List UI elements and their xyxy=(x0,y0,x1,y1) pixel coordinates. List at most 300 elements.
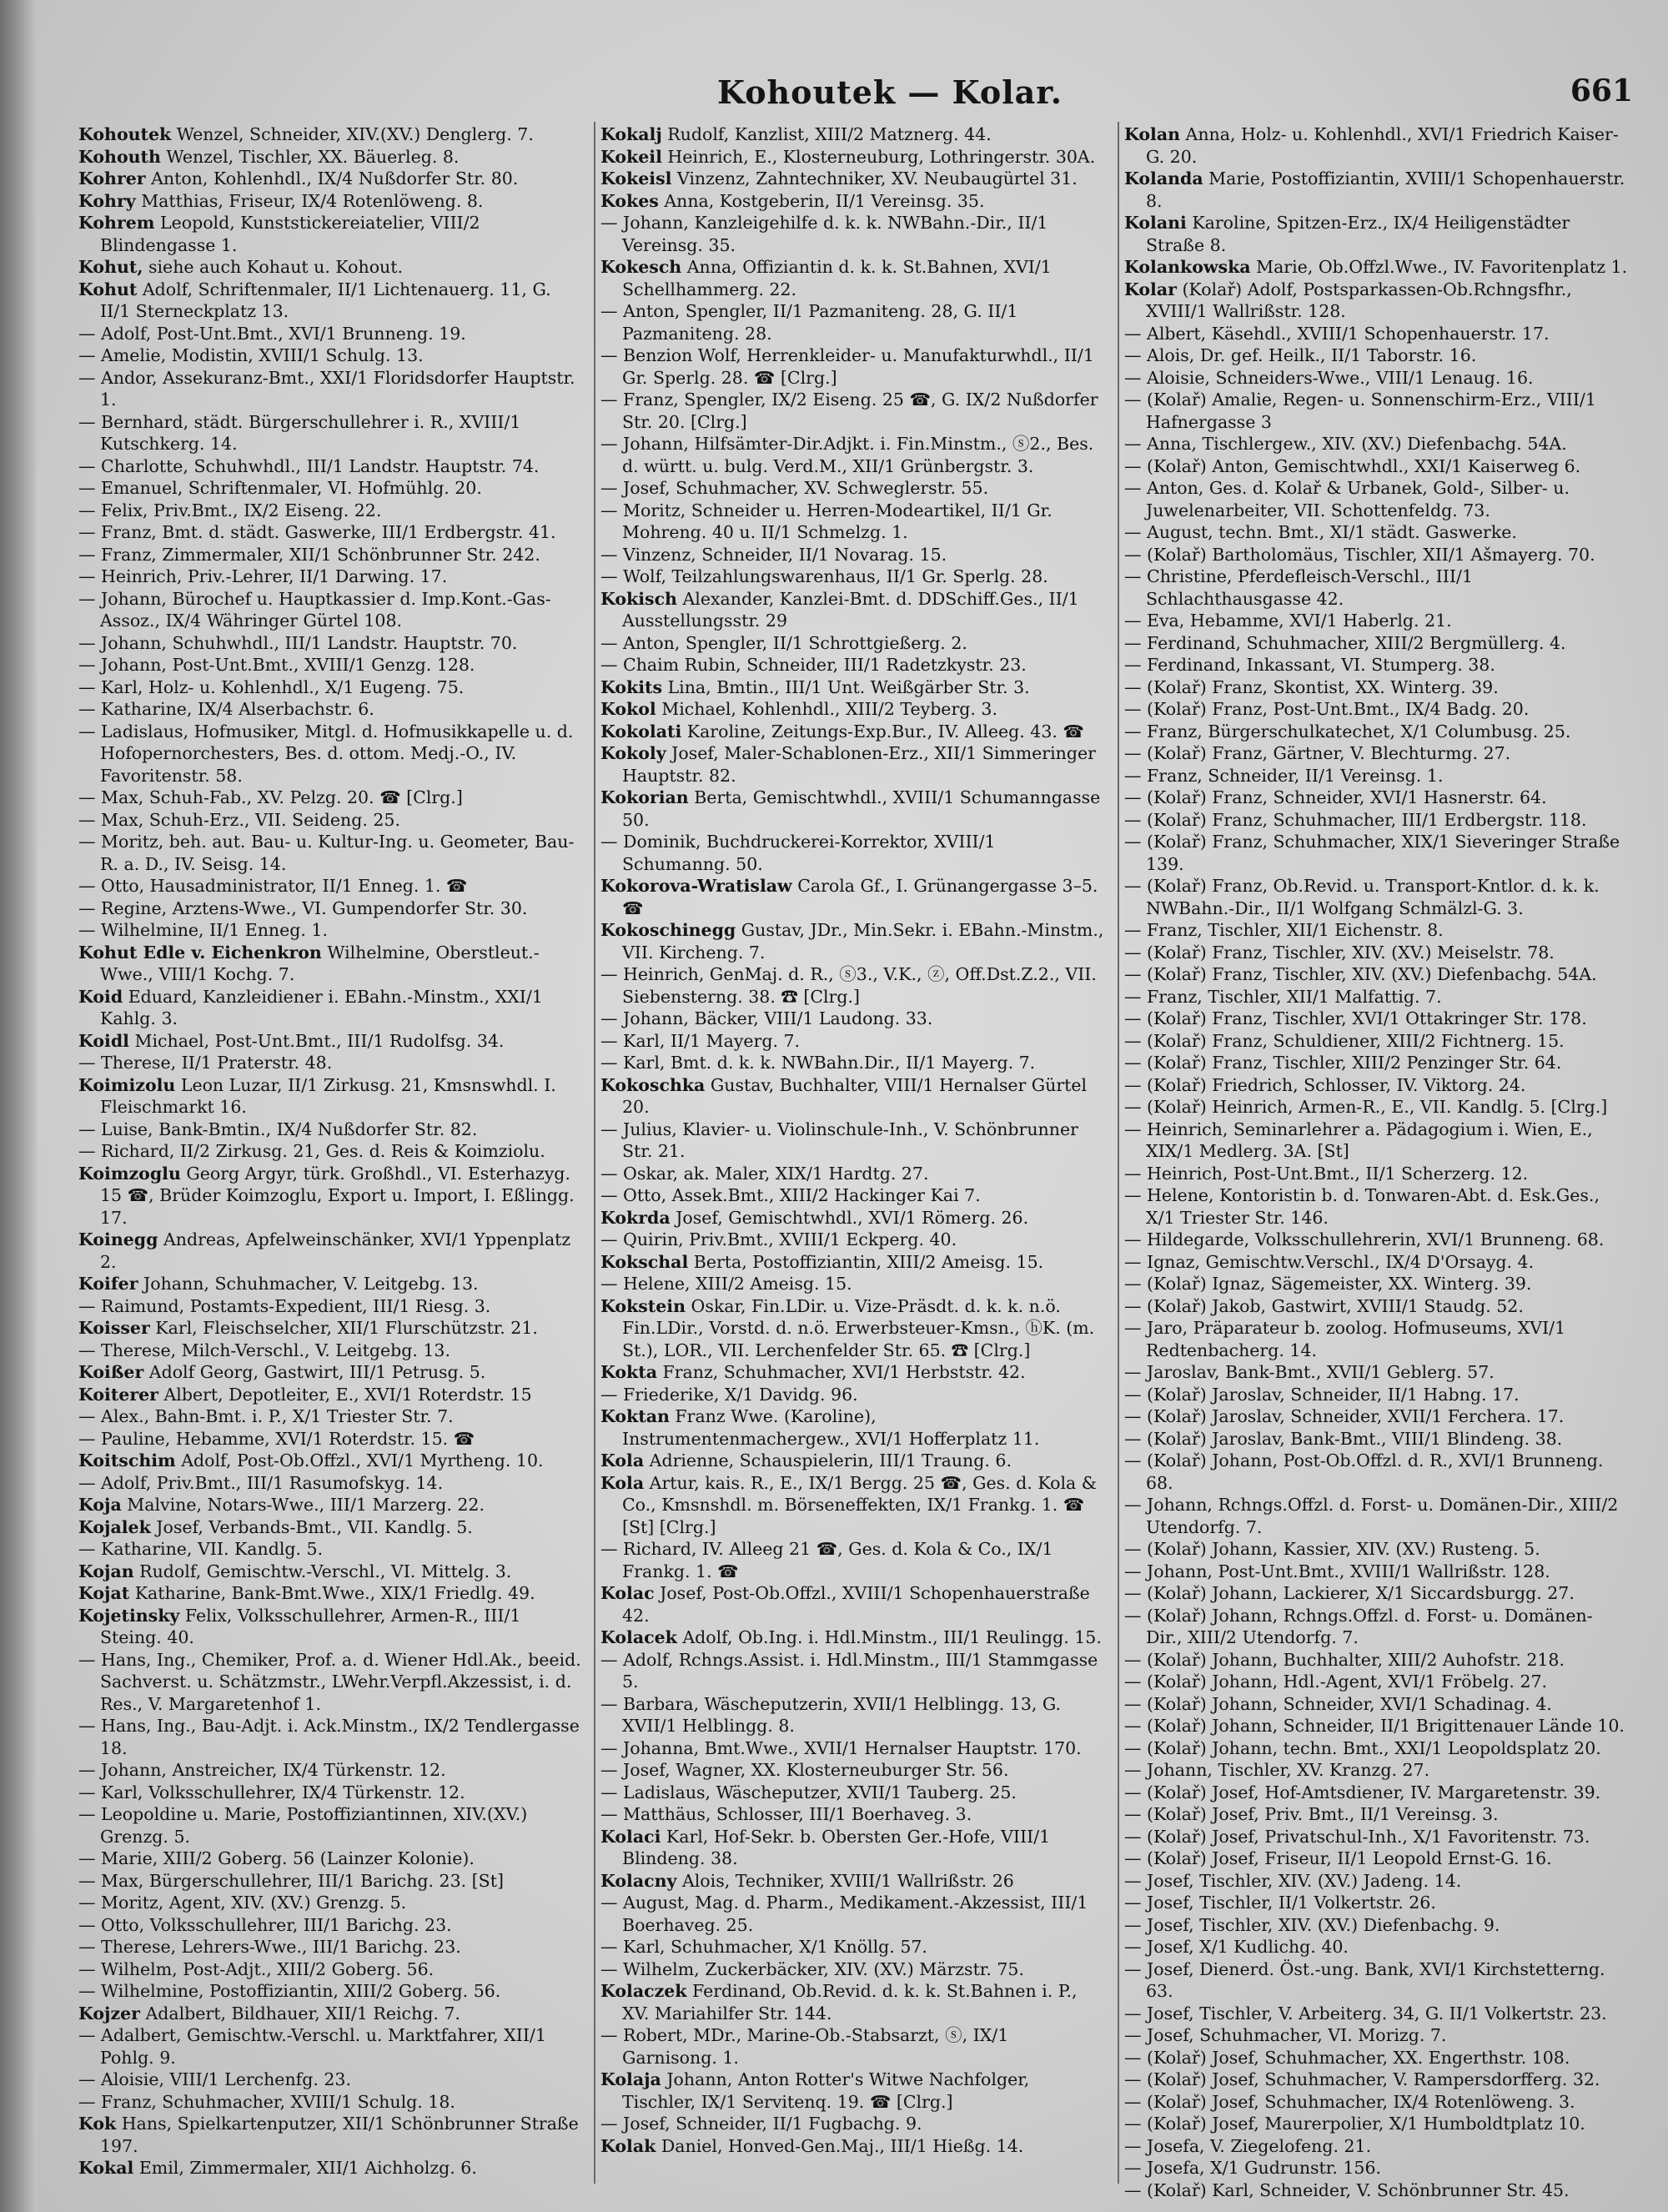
entry-headword: Kokrda xyxy=(600,1207,671,1228)
directory-entry xyxy=(600,500,1104,544)
entry-headword: Kolankowska xyxy=(1124,257,1251,277)
entry-text: — (Kolař) Josef, Schuhmacher, XX. Engerthstr. 108. xyxy=(1124,2047,1570,2068)
directory-entry xyxy=(600,1295,1104,1362)
entry-text: — Karl, Volksschullehrer, IX/4 Türkenstr. 12. xyxy=(78,1782,465,1802)
directory-entry xyxy=(1124,787,1628,809)
entry-text: — Hildegarde, Volksschullehrerin, XVI/1 Brunneng. 68. xyxy=(1124,1229,1605,1249)
directory-entry xyxy=(78,632,582,655)
directory-entry xyxy=(1124,1295,1628,1318)
directory-entry xyxy=(600,2024,1104,2069)
entry-text: — Moritz, Schneider u. Herren-Modeartikel, II/1 Gr. Mohreng. 40 u. II/1 Schmelzg. 1. xyxy=(600,500,1053,542)
entry-text: — Josef, Schneider, II/1 Fugbachg. 9. xyxy=(600,2114,922,2134)
entry-text: — Ferdinand, Schuhmacher, XIII/2 Bergmüllerg. 4. xyxy=(1124,632,1566,653)
entry-headword: Kolaci xyxy=(600,1826,661,1847)
entry-headword: Kojalek xyxy=(78,1516,151,1537)
directory-entry xyxy=(78,544,582,566)
entry-text: — Moritz, beh. aut. Bau- u. Kultur-Ing. u. Geometer, Bau-R. a. D., IV. Seisg. 14. xyxy=(78,832,575,874)
entry-headword: Kokeil xyxy=(600,146,662,167)
directory-entry xyxy=(600,256,1104,300)
entry-text: — (Kolař) Franz, Tischler, XIV. (XV.) Diefenbachg. 54A. xyxy=(1124,964,1597,984)
directory-entry xyxy=(78,1914,582,1937)
entry-text: — Heinrich, Post-Unt.Bmt., II/1 Scherzerg. 12. xyxy=(1124,1163,1529,1184)
entry-text: — Franz, Spengler, IX/2 Eiseng. 25 ☎, G. IX/2 Nußdorfer Str. 20. [Clrg.] xyxy=(600,390,1098,432)
directory-entry xyxy=(78,831,582,875)
directory-entry xyxy=(1124,919,1628,942)
entry-text: — Franz, Tischler, XII/1 Eichenstr. 8. xyxy=(1124,920,1444,940)
entry-text: — Josef, Schuhmacher, XV. Schweglerstr. 55. xyxy=(600,478,989,498)
entry-headword: Kolani xyxy=(1124,213,1187,233)
directory-entry xyxy=(78,1317,582,1340)
entry-text: Karoline, Zeitungs-Exp.Bur., IV. Alleeg. 43. ☎ xyxy=(681,721,1084,742)
directory-entry xyxy=(78,1428,582,1450)
entry-text: — Alex., Bahn-Bmt. i. P., X/1 Triester Str. 7. xyxy=(78,1406,454,1426)
entry-text: — Karl, Schuhmacher, X/1 Knöllg. 57. xyxy=(600,1937,927,1957)
entry-headword: Kojat xyxy=(78,1583,130,1603)
directory-entry xyxy=(1124,2069,1628,2091)
directory-entry xyxy=(78,2069,582,2091)
entry-text: Johann, Schuhmacher, V. Leitgebg. 13. xyxy=(138,1274,479,1294)
entry-text: Josef, Verbands-Bmt., VII. Kandlg. 5. xyxy=(150,1516,473,1537)
entry-headword: Kokolati xyxy=(600,721,682,742)
entry-text: — Johann, Hilfsämter-Dir.Adjkt. i. Fin.Minstm., ⓢ2., Bes. d. württ. u. bulg. Verd.M., XII/1 Grünbergstr. 3. xyxy=(600,434,1094,476)
entry-text: — Jaroslav, Bank-Bmt., XVII/1 Geblerg. 57. xyxy=(1124,1362,1495,1382)
directory-entry xyxy=(78,787,582,809)
entry-headword: Kola xyxy=(600,1450,645,1470)
entry-text: — Johann, Rchngs.Offzl. d. Forst- u. Domänen-Dir., XIII/2 Utendorfg. 7. xyxy=(1124,1495,1619,1537)
directory-entry xyxy=(1124,632,1628,655)
directory-entry xyxy=(1124,1317,1628,1361)
entry-headword: Kokorova-Wratislaw xyxy=(600,876,792,896)
entry-text: Albert, Depotleiter, E., XVI/1 Roterdstr. 15 xyxy=(158,1384,532,1405)
directory-entry xyxy=(600,588,1104,632)
directory-entry xyxy=(78,2113,582,2157)
entry-text: (Kolař) Adolf, Postsparkassen-Ob.Rchngsfhr., XVIII/1 Wallrißstr. 128. xyxy=(1146,279,1572,321)
directory-entry xyxy=(78,1030,582,1053)
entry-text: — Richard, II/2 Zirkusg. 21, Ges. d. Reis & Koimziolu. xyxy=(78,1141,545,1161)
directory-entry xyxy=(1124,433,1628,455)
directory-entry xyxy=(1124,212,1628,256)
directory-entry xyxy=(600,300,1104,344)
directory-entry xyxy=(78,1892,582,1914)
directory-entry xyxy=(78,323,582,345)
directory-entry xyxy=(78,1561,582,1583)
directory-column-1 xyxy=(78,123,582,2184)
entry-headword: Kokes xyxy=(600,190,659,211)
directory-entry xyxy=(78,942,582,986)
directory-entry xyxy=(1124,2024,1628,2047)
directory-entry xyxy=(78,1715,582,1759)
directory-entry xyxy=(78,1605,582,1649)
entry-headword: Kola xyxy=(600,1472,645,1493)
entry-text: — Max, Bürgerschullehrer, III/1 Barichg. 23. [St] xyxy=(78,1870,504,1891)
entry-text: — (Kolař) Johann, Buchhalter, XIII/2 Auhofstr. 218. xyxy=(1124,1649,1565,1670)
directory-entry xyxy=(78,344,582,367)
directory-entry xyxy=(1124,875,1628,919)
entry-headword: Koidl xyxy=(78,1030,129,1051)
entry-text: — Josefa, X/1 Gudrunstr. 156. xyxy=(1124,2158,1382,2178)
entry-text: — Johann, Bäcker, VIII/1 Laudong. 33. xyxy=(600,1008,933,1028)
directory-entry xyxy=(78,1384,582,1406)
directory-entry xyxy=(600,1737,1104,1760)
entry-text: Wilhelmine, Oberstleut.-Wwe., VIII/1 Kochg. 7. xyxy=(100,942,540,984)
entry-headword: Kokesch xyxy=(600,257,682,277)
directory-entry xyxy=(1124,1229,1628,1251)
directory-entry xyxy=(1124,477,1628,521)
entry-text: — Albert, Käsehdl., XVIII/1 Schopenhauerstr. 17. xyxy=(1124,323,1550,344)
entry-text: — Wilhelm, Post-Adjt., XIII/2 Goberg. 56. xyxy=(78,1958,435,1979)
directory-entry xyxy=(600,1980,1104,2024)
entry-text: — Matthäus, Schlosser, III/1 Boerhaveg. 3. xyxy=(600,1804,972,1824)
directory-entry xyxy=(78,500,582,522)
directory-entry xyxy=(600,477,1104,500)
entry-headword: Kokta xyxy=(600,1362,657,1382)
entry-text: — Felix, Priv.Bmt., IX/2 Eiseng. 22. xyxy=(78,500,382,520)
directory-entry xyxy=(600,1870,1104,1893)
entry-text: Adolf, Post-Ob.Offzl., XVI/1 Myrtheng. 10. xyxy=(175,1450,544,1470)
entry-text: — Adolf, Post-Unt.Bmt., XVI/1 Brunneng. 19. xyxy=(78,323,466,344)
directory-entry xyxy=(1124,1538,1628,1561)
directory-entry xyxy=(600,654,1104,676)
entry-headword: Koid xyxy=(78,986,123,1007)
page-header xyxy=(0,73,1668,115)
entry-text: — Karl, Bmt. d. k. k. NWBahn.Dir., II/1 Mayerg. 7. xyxy=(600,1053,1036,1073)
entry-headword: Koisser xyxy=(78,1318,150,1338)
entry-text: — Adalbert, Gemischtw.-Verschl. u. Marktfahrer, XII/1 Pohlg. 9. xyxy=(78,2025,546,2068)
entry-text: — Helene, Kontoristin b. d. Tonwaren-Abt. d. Esk.Ges., X/1 Triester Str. 146. xyxy=(1124,1185,1600,1228)
directory-entry xyxy=(600,1958,1104,1981)
entry-text: — (Kolař) Jakob, Gastwirt, XVIII/1 Staudg. 52. xyxy=(1124,1295,1524,1316)
directory-entry xyxy=(78,1649,582,1716)
entry-text: — Luise, Bank-Bmtin., IX/4 Nußdorfer Str. 82. xyxy=(78,1119,478,1139)
entry-headword: Kojan xyxy=(78,1561,134,1581)
entry-text: Anna, Offiziantin d. k. k. St.Bahnen, XVI/1 Schellhammerg. 22. xyxy=(622,257,1052,299)
directory-entry xyxy=(78,1782,582,1804)
entry-text: — Johann, Anstreicher, IX/4 Türkenstr. 12. xyxy=(78,1760,446,1780)
entry-text: Malvine, Notars-Wwe., III/1 Marzerg. 22. xyxy=(121,1495,485,1515)
entry-text: — (Kolař) Josef, Maurerpolier, X/1 Humboldtplatz 10. xyxy=(1124,2114,1585,2134)
entry-text: — Max, Schuh-Fab., XV. Pelzg. 20. ☎ [Clrg.] xyxy=(78,787,463,807)
entry-text: Carola Gf., I. Grünangergasse 3–5. ☎ xyxy=(622,876,1098,918)
entry-text: — Anton, Ges. d. Kolař & Urbanek, Gold-, Silber- u. Juwelenarbeiter, VII. Schottenfeldg. 73. xyxy=(1124,478,1570,520)
entry-text: — (Kolař) Anton, Gemischtwhdl., XXI/1 Kaiserweg 6. xyxy=(1124,455,1581,476)
entry-text: — (Kolař) Johann, Post-Ob.Offzl. d. R., XVI/1 Brunneng. 68. xyxy=(1124,1450,1604,1493)
entry-text: — (Kolař) Heinrich, Armen-R., E., VII. Kandlg. 5. [Clrg.] xyxy=(1124,1097,1608,1117)
directory-entry xyxy=(78,1958,582,1981)
directory-entry xyxy=(1124,1582,1628,1605)
entry-text: — Aloisie, VIII/1 Lerchenfg. 23. xyxy=(78,2069,351,2089)
directory-entry xyxy=(78,698,582,721)
entry-text: — Max, Schuh-Erz., VII. Seideng. 25. xyxy=(78,809,400,830)
entry-text: — Adolf, Priv.Bmt., III/1 Rasumofskyg. 14. xyxy=(78,1472,444,1493)
directory-entry xyxy=(78,190,582,213)
entry-headword: Kokstein xyxy=(600,1295,686,1316)
directory-entry xyxy=(600,1405,1104,1450)
directory-entry xyxy=(78,2003,582,2025)
entry-text: — August, Mag. d. Pharm., Medikament.-Akzessist, III/1 Boerhaveg. 25. xyxy=(600,1893,1088,1935)
entry-text: Georg Argyr, türk. Großhdl., VI. Esterhazyg. 15 ☎, Brüder Koimzoglu, Export u. Import, I. Eßlingg. 17. xyxy=(100,1163,575,1228)
directory-entry xyxy=(78,1472,582,1495)
directory-entry xyxy=(78,455,582,478)
entry-text: — Josef, X/1 Kudlichg. 40. xyxy=(1124,1937,1349,1957)
entry-text: Marie, Postoffiziantin, XVIII/1 Schopenhauerstr. 8. xyxy=(1146,168,1625,211)
directory-entry xyxy=(1124,986,1628,1008)
directory-entry xyxy=(1124,2135,1628,2158)
entry-text: — Josef, Dienerd. Öst.-ung. Bank, XVI/1 Kirchstetterng. 63. xyxy=(1124,1958,1605,2001)
directory-entry xyxy=(78,168,582,190)
entry-text: — (Kolař) Johann, Schneider, II/1 Brigittenauer Lände 10. xyxy=(1124,1716,1625,1736)
directory-entry xyxy=(1124,1848,1628,1870)
entry-headword: Koja xyxy=(78,1495,122,1515)
entry-text: — Christine, Pferdefleisch-Verschl., III/1 Schlachthausgasse 42. xyxy=(1124,566,1473,609)
entry-text: — August, techn. Bmt., XI/1 städt. Gaswerke. xyxy=(1124,522,1517,542)
entry-headword: Kohut, xyxy=(78,257,143,277)
entry-text: — (Kolař) Jaroslav, Bank-Bmt., VIII/1 Blindeng. 38. xyxy=(1124,1428,1563,1449)
directory-entry xyxy=(1124,1428,1628,1450)
entry-text: Anna, Holz- u. Kohlenhdl., XVI/1 Friedrich Kaiser-G. 20. xyxy=(1146,124,1619,167)
directory-entry xyxy=(600,1119,1104,1163)
directory-entry xyxy=(600,1649,1104,1693)
entry-text: Matthias, Friseur, IX/4 Rotenlöweng. 8. xyxy=(135,190,484,211)
directory-entry xyxy=(1124,1052,1628,1074)
directory-entry xyxy=(78,212,582,256)
directory-entry xyxy=(78,809,582,832)
directory-entry xyxy=(78,367,582,411)
directory-entry xyxy=(1124,1958,1628,2003)
entry-headword: Kohry xyxy=(78,190,136,211)
directory-entry xyxy=(1124,566,1628,610)
directory-entry xyxy=(1124,367,1628,390)
directory-entry xyxy=(600,963,1104,1008)
entry-text: — (Kolař) Franz, Schuhmacher, III/1 Erdbergstr. 118. xyxy=(1124,809,1587,830)
entry-text: — Franz, Schuhmacher, XVIII/1 Schulg. 18. xyxy=(78,2091,455,2112)
entry-text: Alexander, Kanzlei-Bmt. d. DDSchiff.Ges., II/1 Ausstellungsstr. 29 xyxy=(622,588,1079,631)
entry-text: — (Kolař) Ignaz, Sägemeister, XX. Winterg. 39. xyxy=(1124,1274,1532,1294)
directory-entry xyxy=(78,2091,582,2114)
directory-entry xyxy=(1124,1803,1628,1826)
entry-text: — (Kolař) Josef, Schuhmacher, IX/4 Rotenlöweng. 3. xyxy=(1124,2091,1575,2112)
entry-text: — Ignaz, Gemischtw.Verschl., IX/4 D'Orsayg. 4. xyxy=(1124,1251,1535,1272)
entry-text: Hans, Spielkartenputzer, XII/1 Schönbrunner Straße 197. xyxy=(100,2114,579,2156)
entry-text: Leon Luzar, II/1 Zirkusg. 21, Kmsnswhdl. I. Fleischmarkt 16. xyxy=(100,1074,556,1117)
entry-headword: Koißer xyxy=(78,1362,144,1382)
directory-entry xyxy=(78,875,582,897)
entry-text: — Josef, Tischler, XIV. (XV.) Jadeng. 14. xyxy=(1124,1870,1462,1891)
directory-entry xyxy=(1124,323,1628,345)
entry-text: — (Kolař) Amalie, Regen- u. Sonnenschirm-Erz., VIII/1 Hafnergasse 3 xyxy=(1124,390,1596,432)
directory-entry xyxy=(1124,721,1628,743)
directory-entry xyxy=(1124,2157,1628,2179)
directory-entry xyxy=(600,875,1104,919)
entry-text: Gustav, Buchhalter, VIII/1 Hernalser Gürtel 20. xyxy=(622,1074,1088,1117)
entry-headword: Kokal xyxy=(78,2158,134,2178)
entry-headword: Kohrem xyxy=(78,213,155,233)
directory-entry xyxy=(600,1759,1104,1782)
directory-entry xyxy=(600,2069,1104,2113)
directory-entry xyxy=(600,212,1104,256)
directory-entry xyxy=(1124,1870,1628,1893)
directory-entry xyxy=(600,1184,1104,1207)
directory-entry xyxy=(1124,279,1628,323)
entry-text: — Therese, Lehrers-Wwe., III/1 Barichg. 23. xyxy=(78,1937,461,1957)
entry-text: — Wilhelm, Zuckerbäcker, XIV. (XV.) Märzstr. 75. xyxy=(600,1958,1024,1979)
directory-entry xyxy=(78,279,582,323)
directory-entry xyxy=(1124,831,1628,875)
entry-headword: Kojzer xyxy=(78,2003,140,2023)
entry-text: Rudolf, Gemischtw.-Verschl., VI. Mittelg. 3. xyxy=(133,1561,512,1581)
entry-text: Alois, Techniker, XVIII/1 Wallrißstr. 26 xyxy=(676,1870,1014,1891)
directory-entry xyxy=(78,676,582,699)
entry-headword: Kolac xyxy=(600,1583,655,1603)
directory-entry xyxy=(600,146,1104,168)
directory-entry xyxy=(600,1826,1104,1870)
directory-entry xyxy=(78,1119,582,1141)
directory-entry xyxy=(1124,1405,1628,1428)
entry-text: Michael, Kohlenhdl., XIII/2 Teyberg. 3. xyxy=(656,699,997,719)
entry-headword: Kojetinsky xyxy=(78,1605,180,1626)
entry-text: — Heinrich, GenMaj. d. R., ⓢ3., V.K., ⓩ, Off.Dst.Z.2., VII. Siebensterng. 38. ☎ [Clrg.] xyxy=(600,964,1097,1007)
entry-text: — Josef, Wagner, XX. Klosterneuburger Str. 56. xyxy=(600,1760,1009,1780)
entry-text: — (Kolař) Josef, Priv. Bmt., II/1 Vereinsg. 3. xyxy=(1124,1804,1499,1824)
entry-text: — Eva, Hebamme, XVI/1 Haberlg. 21. xyxy=(1124,611,1452,631)
directory-entry xyxy=(78,986,582,1030)
entry-text: — (Kolař) Franz, Gärtner, V. Blechturmg. 27. xyxy=(1124,743,1511,763)
directory-entry xyxy=(78,477,582,500)
entry-headword: Kokoschka xyxy=(600,1074,706,1095)
entry-text: — Johanna, Bmt.Wwe., XVII/1 Hernalser Hauptstr. 170. xyxy=(600,1737,1082,1758)
entry-headword: Kolar xyxy=(1124,279,1177,299)
entry-text: — (Kolař) Jaroslav, Schneider, II/1 Habng. 17. xyxy=(1124,1384,1520,1405)
directory-entry xyxy=(600,190,1104,213)
directory-entry xyxy=(78,1980,582,2003)
entry-text: — Regine, Arztens-Wwe., VI. Gumpendorfer Str. 30. xyxy=(78,897,528,918)
entry-text: Heinrich, E., Klosterneuburg, Lothringerstr. 30A. xyxy=(661,146,1096,167)
entry-text: — (Kolař) Friedrich, Schlosser, IV. Viktorg. 24. xyxy=(1124,1074,1526,1095)
entry-text: — Leopoldine u. Marie, Postoffiziantinnen, XIV.(XV.) Grenzg. 5. xyxy=(78,1804,528,1847)
entry-text: — (Kolař) Franz, Ob.Revid. u. Transport-Kntlor. d. k. k. NWBahn.-Dir., II/1 Wolfgang Schmälzl-G. 3. xyxy=(1124,876,1600,918)
entry-headword: Koktan xyxy=(600,1406,670,1426)
directory-entry xyxy=(600,698,1104,721)
directory-entry xyxy=(600,721,1104,743)
directory-entry xyxy=(78,919,582,942)
directory-entry xyxy=(600,1163,1104,1185)
entry-text: Oskar, Fin.LDir. u. Vize-Präsdt. d. k. k. n.ö. Fin.LDir., Vorstd. d. n.ö. Erwerbsteuer-Kmsn., ⓗK. (m. St.), LOR., VII. Lerchenfelder Str. 65. ☎ [Clrg.] xyxy=(622,1295,1095,1360)
entry-text: siehe auch Kohaut u. Kohout. xyxy=(143,257,404,277)
directory-entry xyxy=(1124,544,1628,566)
entry-text: — Heinrich, Priv.-Lehrer, II/1 Darwing. 17. xyxy=(78,566,448,586)
directory-entry xyxy=(78,1405,582,1428)
entry-text: — Ladislaus, Hofmusiker, Mitgl. d. Hofmusikkapelle u. d. Hofopernorchesters, Bes. d. ottom. Medj.-O., IV. Favoritenstr. 58. xyxy=(78,721,574,786)
entry-text: Anton, Kohlenhdl., IX/4 Nußdorfer Str. 80. xyxy=(145,168,519,189)
directory-entry xyxy=(1124,2047,1628,2069)
directory-entry xyxy=(600,1582,1104,1626)
entry-text: — (Kolař) Franz, Skontist, XX. Winterg. 39. xyxy=(1124,676,1499,697)
directory-entry xyxy=(78,721,582,787)
directory-entry xyxy=(1124,1494,1628,1538)
directory-entry xyxy=(1124,2091,1628,2114)
directory-entry xyxy=(78,1494,582,1516)
entry-text: — Karl, II/1 Mayerg. 7. xyxy=(600,1030,801,1051)
directory-entry xyxy=(78,897,582,920)
directory-entry xyxy=(600,1361,1104,1384)
directory-entry xyxy=(600,742,1104,787)
entry-headword: Kolaja xyxy=(600,2069,661,2089)
directory-entry xyxy=(1124,654,1628,676)
entry-text: — (Kolař) Franz, Tischler, XIV. (XV.) Meiselstr. 78. xyxy=(1124,942,1555,963)
entry-text: — Barbara, Wäscheputzerin, XVII/1 Helblingg. 13, G. XVII/1 Helblingg. 8. xyxy=(600,1693,1062,1736)
directory-entry xyxy=(600,344,1104,389)
entry-text: — Josef, Tischler, II/1 Volkertstr. 26. xyxy=(1124,1893,1436,1913)
entry-text: Lina, Bmtin., III/1 Unt. Weißgärber Str. 3. xyxy=(662,676,1030,697)
directory-entry xyxy=(600,1273,1104,1295)
entry-text: Johann, Anton Rotter's Witwe Nachfolger, Tischler, IX/1 Servitenq. 19. ☎ [Clrg.] xyxy=(622,2069,1030,2112)
directory-entry xyxy=(1124,1251,1628,1274)
directory-entry xyxy=(1124,1715,1628,1737)
directory-entry xyxy=(1124,1096,1628,1119)
directory-entry xyxy=(1124,2179,1628,2202)
entry-headword: Kohut Edle v. Eichenkron xyxy=(78,942,322,963)
entry-text: — Johann, Kanzleigehilfe d. k. k. NWBahn.-Dir., II/1 Vereinsg. 35. xyxy=(600,213,1048,255)
entry-text: Rudolf, Kanzlist, XIII/2 Matznerg. 44. xyxy=(661,124,992,144)
column-rule xyxy=(1118,122,1119,2184)
entry-text: — Josef, Schuhmacher, VI. Morizg. 7. xyxy=(1124,2025,1447,2045)
directory-entry xyxy=(1124,1008,1628,1030)
directory-entry xyxy=(600,566,1104,588)
entry-text: Ferdinand, Ob.Revid. d. k. k. St.Bahnen i. P., XV. Mariahilfer Str. 144. xyxy=(622,1981,1078,2023)
directory-entry xyxy=(1124,698,1628,721)
directory-entry xyxy=(1124,1074,1628,1097)
entry-text: Katharine, Bank-Bmt.Wwe., XIX/1 Friedlg. 49. xyxy=(129,1583,535,1603)
entry-text: Michael, Post-Unt.Bmt., III/1 Rudolfsg. 34. xyxy=(128,1030,505,1051)
directory-entry xyxy=(600,1936,1104,1958)
directory-entry xyxy=(1124,2113,1628,2135)
directory-entry xyxy=(78,1450,582,1472)
entry-text: — (Kolař) Johann, techn. Bmt., XXI/1 Leopoldsplatz 20. xyxy=(1124,1737,1601,1758)
entry-text: — (Kolař) Josef, Schuhmacher, V. Rampersdorfferg. 32. xyxy=(1124,2069,1600,2089)
entry-text: — Richard, IV. Alleeg 21 ☎, Ges. d. Kola & Co., IX/1 Frankg. 1. ☎ xyxy=(600,1539,1053,1581)
directory-entry xyxy=(1124,1914,1628,1937)
entry-text: — Katharine, IX/4 Alserbachstr. 6. xyxy=(78,699,374,719)
entry-text: — Karl, Holz- u. Kohlenhdl., X/1 Eugeng. 75. xyxy=(78,676,465,697)
entry-text: — (Kolař) Karl, Schneider, V. Schönbrunner Str. 45. xyxy=(1124,2179,1570,2200)
entry-text: — (Kolař) Johann, Kassier, XIV. (XV.) Rusteng. 5. xyxy=(1124,1539,1540,1559)
entry-text: — Vinzenz, Schneider, II/1 Novarag. 15. xyxy=(600,544,947,565)
directory-entry xyxy=(600,1008,1104,1030)
entry-headword: Kokol xyxy=(600,699,656,719)
directory-entry xyxy=(1124,1605,1628,1649)
entry-text: Daniel, Honved-Gen.Maj., III/1 Hießg. 14. xyxy=(656,2135,1024,2156)
entry-text: — Marie, XIII/2 Goberg. 56 (Lainzer Kolonie). xyxy=(78,1848,475,1868)
entry-text: — Alois, Dr. gef. Heilk., II/1 Taborstr. 16. xyxy=(1124,345,1477,365)
entry-headword: Koinegg xyxy=(78,1229,158,1249)
directory-entry xyxy=(78,1538,582,1561)
entry-text: Leopold, Kunststickereiatelier, VIII/2 Blindengasse 1. xyxy=(100,213,480,255)
entry-text: — (Kolař) Franz, Post-Unt.Bmt., IX/4 Badg. 20. xyxy=(1124,699,1530,719)
entry-text: Vinzenz, Zahntechniker, XV. Neubaugürtel 31. xyxy=(671,168,1078,189)
entry-headword: Kokits xyxy=(600,676,663,697)
entry-text: — Robert, MDr., Marine-Ob.-Stabsarzt, ⓢ, IX/1 Garnisong. 1. xyxy=(600,2025,1009,2068)
directory-entry xyxy=(1124,1936,1628,1958)
directory-entry xyxy=(600,1538,1104,1582)
entry-text: — Franz, Zimmermaler, XII/1 Schönbrunner Str. 242. xyxy=(78,544,540,565)
directory-entry xyxy=(600,1892,1104,1936)
entry-text: Andreas, Apfelweinschänker, XVI/1 Yppenplatz 2. xyxy=(100,1229,571,1272)
directory-entry xyxy=(78,411,582,455)
entry-text: — Johann, Bürochef u. Hauptkassier d. Imp.Kont.-Gas-Assoz., IX/4 Währinger Gürtel 108. xyxy=(78,588,551,631)
directory-entry xyxy=(78,521,582,544)
entry-headword: Koitschim xyxy=(78,1450,176,1470)
entry-headword: Kohouth xyxy=(78,146,161,167)
directory-entry xyxy=(78,123,582,146)
